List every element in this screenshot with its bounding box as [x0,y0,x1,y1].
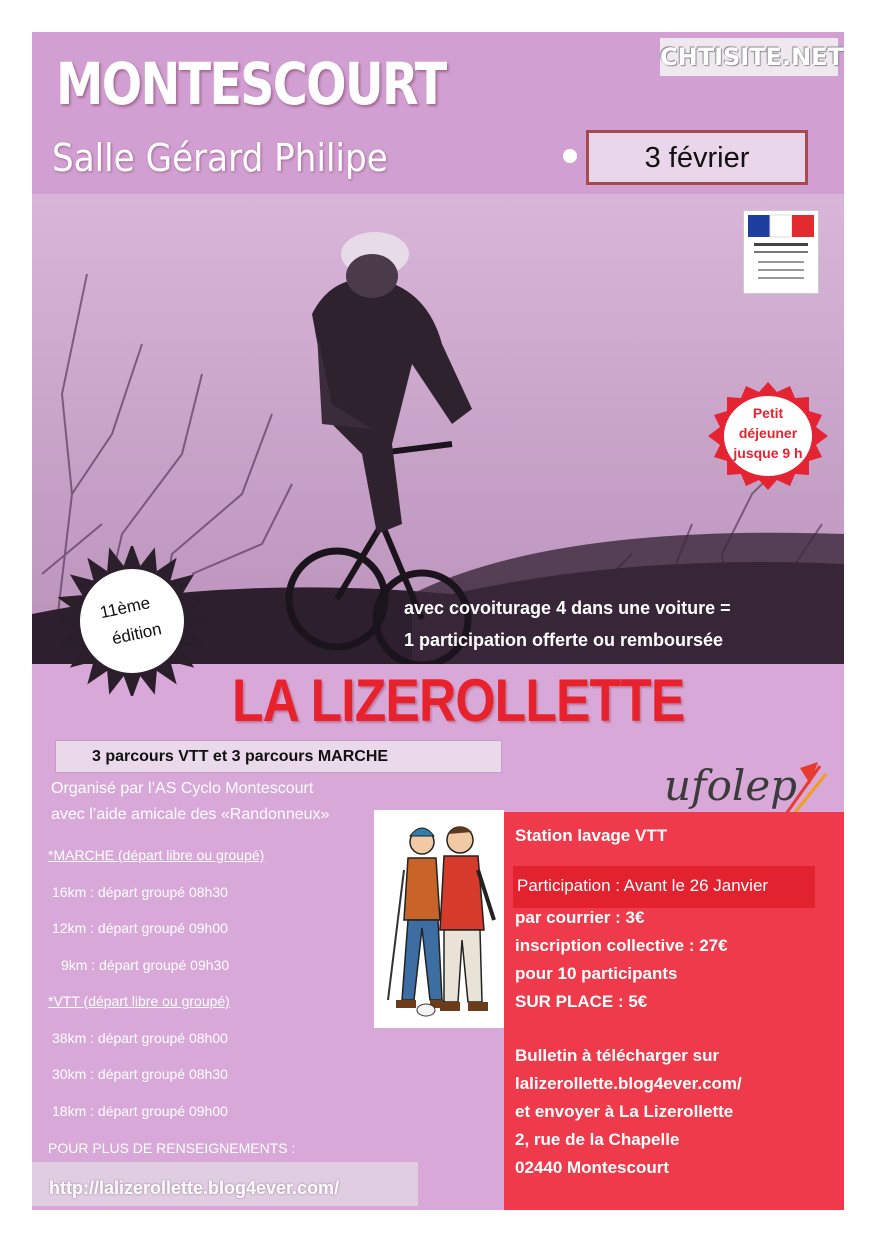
vtt-item: 38km : départ groupé 08h00 [52,1030,228,1046]
poster [32,32,844,1210]
bulletin-url[interactable]: lalizerollette.blog4ever.com/ [515,1074,742,1093]
price-line: par courrier : 3€ [515,908,645,927]
address-line: 2, rue de la Chapelle [515,1130,680,1149]
organiser-line-1: Organisé par l’AS Cyclo Montescourt [51,780,314,797]
organiser-line-2: avec l’aide amicale des «Randonneux» [51,806,330,823]
town-title: MONTESCOURT [56,50,446,118]
bulletin-line: Bulletin à télécharger sur [515,1046,720,1065]
participation-deadline: Participation : Avant le 26 Janvier [513,866,815,908]
bullet-dot [563,149,577,163]
vtt-heading: *VTT (départ libre ou groupé) [48,993,230,1009]
hikers-illustration [374,810,504,1028]
marche-heading: *MARCHE (départ libre ou groupé) [48,847,265,863]
venue-subtitle: Salle Gérard Philipe [52,136,388,180]
ufolep-wordmark: ufolep [664,761,798,810]
address-line: 02440 Montescourt [515,1158,669,1177]
marche-item: 16km : départ groupé 08h30 [52,884,228,900]
price-line: inscription collective : 27€ [515,936,728,955]
edition-number: 11ème [98,593,152,623]
edition-badge [58,546,206,696]
vtt-item: 18km : départ groupé 09h00 [52,1103,228,1119]
watermark: CHTISITE.NET [660,38,838,76]
date-box: 3 février [586,130,808,185]
prefecture-logo [743,210,819,294]
event-title: LA LIZEROLLETTE [232,667,685,734]
breakfast-badge [704,382,832,490]
website-link[interactable]: http://lalizerollette.blog4ever.com/ [49,1178,340,1198]
edition-word: édition [110,619,164,649]
price-line: pour 10 participants [515,964,678,983]
parcours-banner: 3 parcours VTT et 3 parcours MARCHE [55,740,502,773]
more-info-label: POUR PLUS DE RENSEIGNEMENTS : [48,1140,296,1156]
vtt-item: 30km : départ groupé 08h30 [52,1066,228,1082]
price-line: SUR PLACE : 5€ [515,992,648,1011]
breakfast-line-2: déjeuner [738,425,798,441]
breakfast-line-3: jusque 9 h [733,445,803,461]
marche-item: 12km : départ groupé 09h00 [52,920,228,936]
marche-item: 9km : départ groupé 09h30 [61,957,230,973]
carpool-line-2: 1 participation offerte ou remboursée [404,630,724,650]
carpool-line-1: avec covoiturage 4 dans une voiture = [404,598,731,618]
bulletin-line: et envoyer à La Lizerollette [515,1102,734,1121]
breakfast-line-1: Petit [752,405,784,421]
station-label: Station lavage VTT [515,826,668,845]
